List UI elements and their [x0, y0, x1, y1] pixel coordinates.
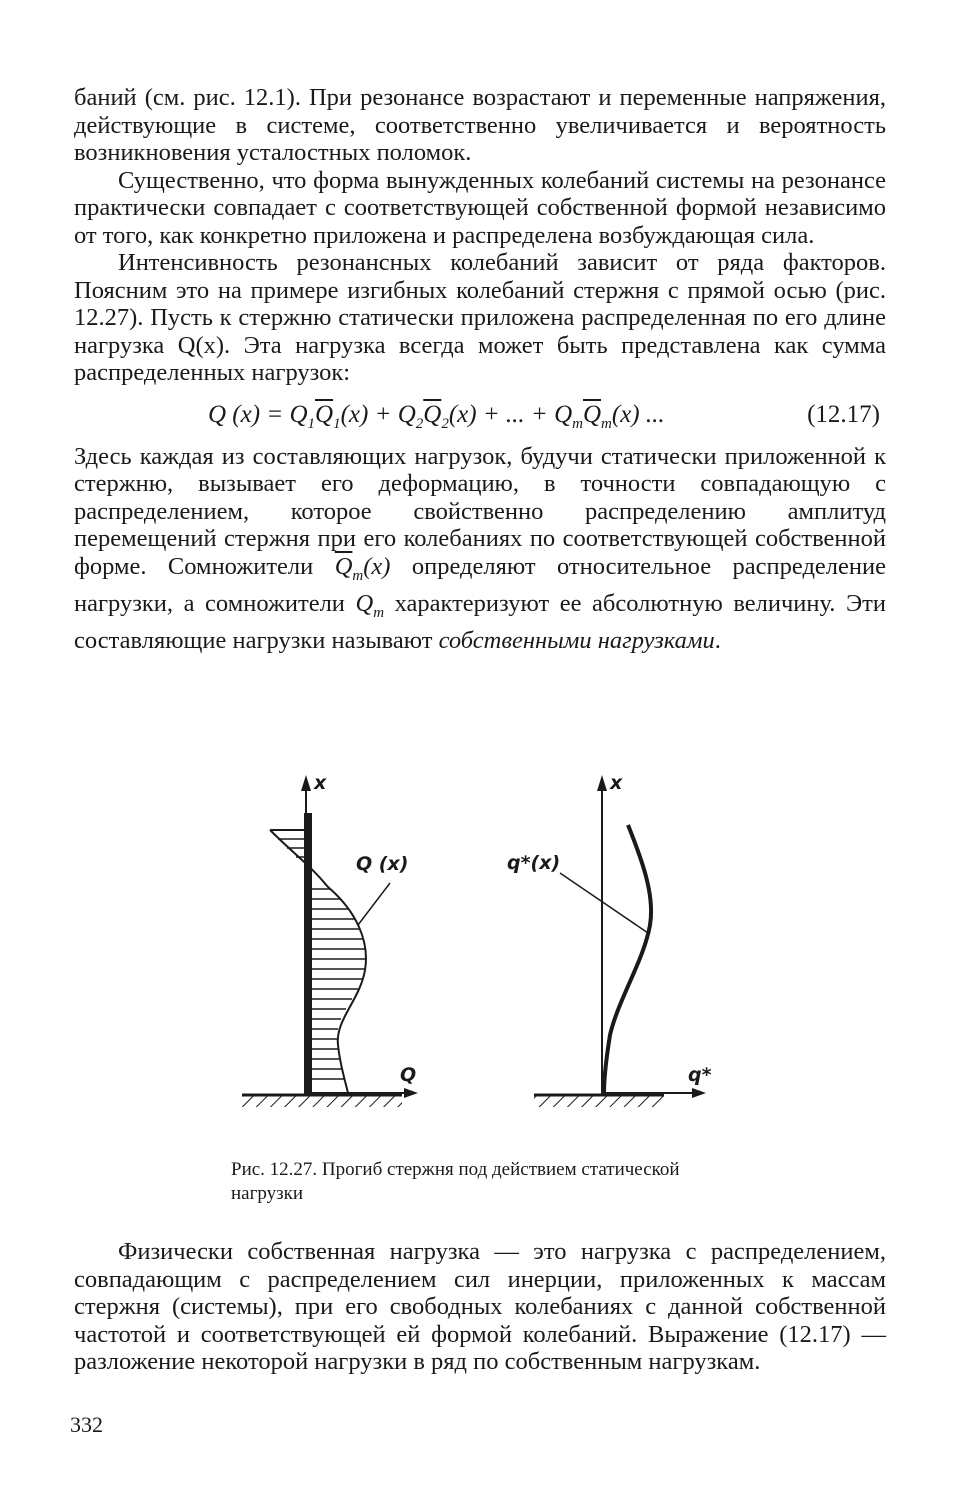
left-q-label: Q [400, 1064, 417, 1086]
page-body [74, 84, 886, 655]
right-q-arrow-icon [692, 1088, 706, 1098]
equation-formula: Q $(x) = Q_1\overline{Q}_1(x) + Q_2\overline{Q}_2(x)$ + ... + $Q_m\overline{Q}_m(x)$ ... [208, 400, 665, 432]
right-ground-hatch [534, 1095, 664, 1107]
paragraph-1: баний (см. рис. 12.1). При резонансе возрастают и переменные напряжения, действующие в системе, соответственно увеличивается и вероятность возникновения усталостных поломок. [74, 84, 886, 166]
left-diagram [242, 772, 418, 1107]
right-deflection-curve [604, 825, 651, 1093]
figure-12-27 [230, 765, 730, 1125]
equation-12-17 [74, 391, 886, 439]
right-q-label: q* [688, 1064, 712, 1086]
left-x-label: x [314, 772, 327, 794]
left-curve-label: Q (x) [356, 853, 409, 875]
left-rod [304, 813, 312, 1095]
left-x-arrow-icon [301, 775, 311, 791]
left-leader-line [358, 883, 390, 925]
paragraph-2: Существенно, что форма вынужденных колебаний системы на резонансе практически совпадает с соответствующей собственной формой независимо от того, как конкретно приложена и распределена возбуждающая сила. [74, 166, 886, 249]
paragraph-3: Интенсивность резонансных колебаний зависит от ряда факторов. Поясним это на примере изгибных колебаний стержня с прямой осью (рис. 12.27). Пусть к стержню статически приложена распределенная по его длине нагрузка Q(x). Эта нагрузка всегда может быть представлена как сумма распределенных нагрузок: [74, 249, 886, 386]
left-q-arrow-icon [404, 1088, 418, 1098]
page-number: 332 [70, 1412, 103, 1437]
paragraph-5: Физически собственная нагрузка — это нагрузка с распределением, совпадающим с распределением сил инерции, приложенных к массам стержня (системы), при его свободных колебаниях с данной собственной частотой и соответствующей ей формой колебаний. Выражение (12.17) — разложение некоторой нагрузки в ряд по собственным нагрузкам. [74, 1238, 886, 1375]
right-leader-line [560, 873, 648, 933]
right-curve-label: q*(x) [507, 852, 561, 874]
paragraph-4: Здесь каждая из составляющих нагрузок, будучи статически приложенной к стержню, вызывает его деформацию, в точности совпадающую с распределением, которое свойственно распределению амплитуд перемещений стержня при его колебаниях по соответствующей собственной форме. Сомножители $\overline{Q}_m(x)$ определяют относительное распределение нагрузки, а сомножители $Q_m$ характеризуют ее абсолютную величину. Эти составляющие нагрузки называют собственными нагрузками. [74, 442, 886, 655]
figure-caption: Рис. 12.27. Прогиб стержня под действием статической нагрузки [231, 1159, 680, 1204]
left-load-curve [270, 830, 366, 1093]
right-x-label: x [610, 772, 623, 794]
right-x-arrow-icon [597, 775, 607, 791]
right-diagram [507, 772, 712, 1107]
left-load-hatch [278, 839, 366, 1079]
term-eigen-loads: собственными нагрузками [438, 627, 715, 655]
equation-number: (12.17) [807, 400, 880, 428]
left-ground-hatch [242, 1095, 402, 1107]
